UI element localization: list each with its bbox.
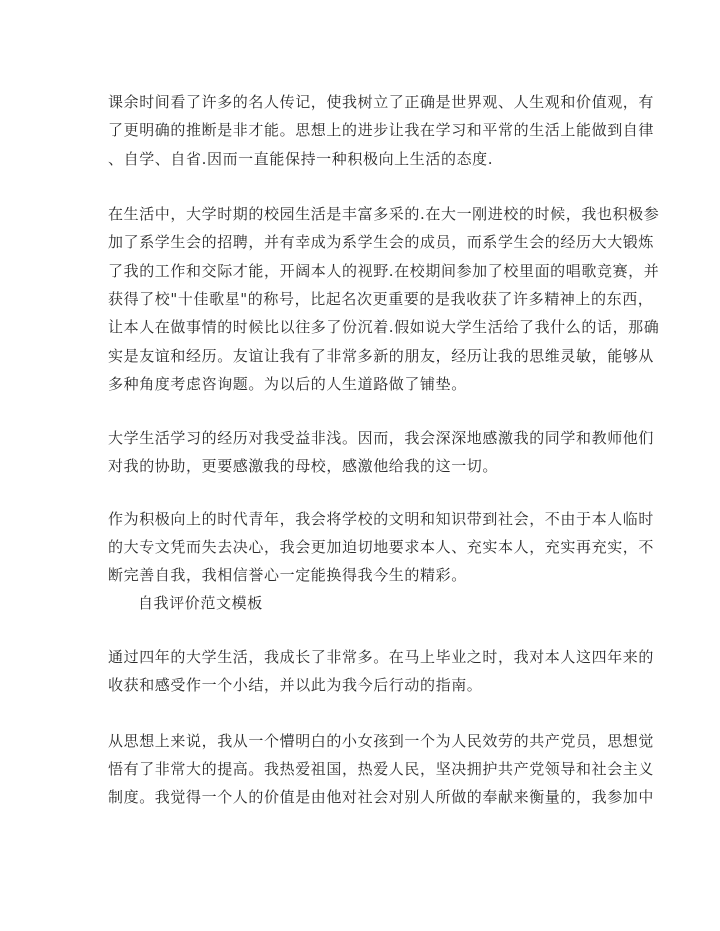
- paragraph-line: 大学生活学习的经历对我受益非浅。因而，我会深深地感激我的同学和教师他们: [108, 429, 655, 447]
- paragraph-line: 实是友谊和经历。友谊让我有了非常多新的朋友，经历让我的思维灵敏，能够从: [108, 347, 655, 365]
- section-title: 自我评价范文模板: [138, 594, 263, 612]
- paragraph-line: 收获和感受作一个小结，并以此为我今后行动的指南。: [108, 676, 483, 694]
- paragraph-line: 悟有了非常大的提高。我热爱祖国，热爱人民，坚决拥护共产党领导和社会主义: [108, 760, 655, 778]
- paragraph-line: 作为积极向上的时代青年，我会将学校的文明和知识带到社会，不由于本人临时: [108, 510, 655, 528]
- paragraph-line: 对我的协助，更要感激我的母校，感激他给我的这一切。: [108, 457, 499, 475]
- paragraph-line: 了更明确的推断是非才能。思想上的进步让我在学习和平常的生活上能做到自律: [108, 121, 655, 139]
- paragraph-line: 断完善自我，我相信誉心一定能换得我今生的精彩。: [108, 566, 467, 584]
- paragraph-line: 、自学、自省.因而一直能保持一种积极向上生活的态度.: [108, 150, 494, 168]
- paragraph-line: 从思想上来说，我从一个懵明白的小女孩到一个为人民效劳的共产党员，思想觉: [108, 732, 655, 750]
- paragraph-line: 了我的工作和交际才能，开阔本人的视野.在校期间参加了校里面的唱歌竞赛，并: [108, 262, 660, 280]
- paragraph-line: 的大专文凭而失去决心，我会更加迫切地要求本人、充实本人，充实再充实，不: [108, 538, 655, 556]
- paragraph-line: 获得了校"十佳歌星"的称号，比起名次更重要的是我收获了许多精神上的东西，: [108, 290, 654, 308]
- paragraph-line: 在生活中，大学时期的校园生活是丰富多采的.在大一刚进校的时候，我也积极参: [108, 205, 660, 223]
- paragraph-line: 制度。我觉得一个人的价值是由他对社会对别人所做的奉献来衡量的，我参加中: [108, 788, 655, 806]
- paragraph-line: 让本人在做事情的时候比以往多了份沉着.假如说大学生活给了我什么的话，那确: [108, 318, 660, 336]
- paragraph-line: 课余时间看了许多的名人传记，使我树立了正确是世界观、人生观和价值观，有: [108, 93, 655, 111]
- paragraph-line: 通过四年的大学生活，我成长了非常多。在马上毕业之时，我对本人这四年来的: [108, 648, 655, 666]
- paragraph-line: 加了系学生会的招聘，并有幸成为系学生会的成员，而系学生会的经历大大锻炼: [108, 233, 655, 251]
- paragraph-line: 多种角度考虑咨询题。为以后的人生道路做了铺垫。: [108, 375, 467, 393]
